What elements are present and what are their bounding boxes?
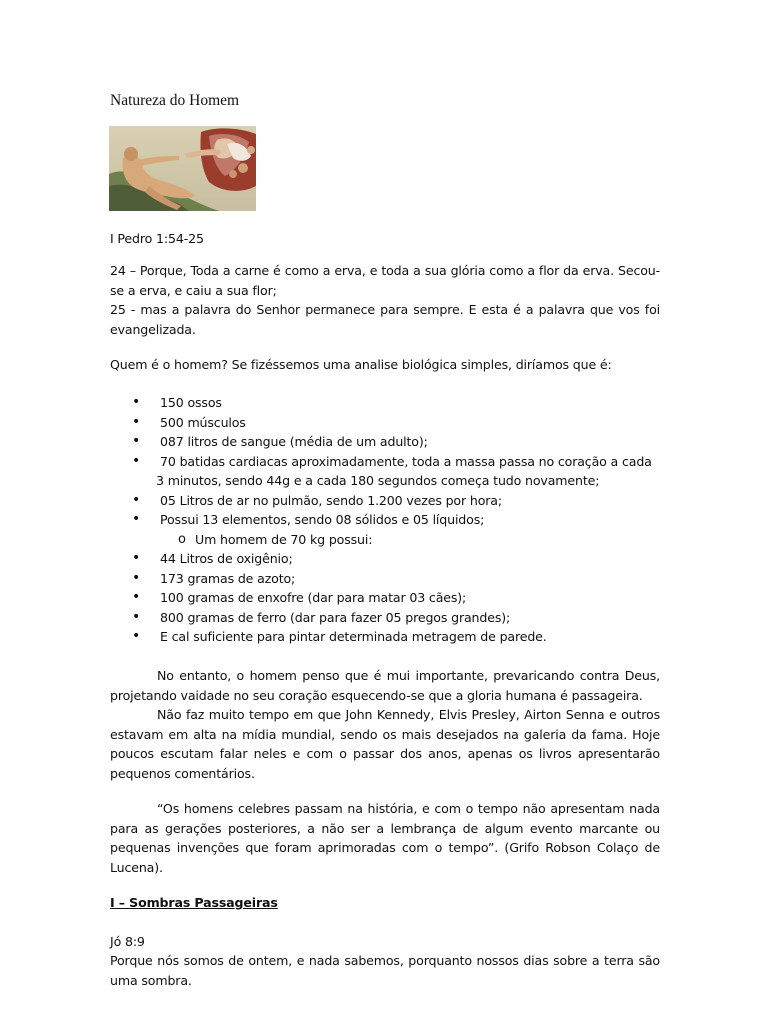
bullet-icon: • bbox=[132, 589, 141, 605]
list-item: • 500 músculos bbox=[110, 413, 662, 433]
bible-reference: I Pedro 1:54-25 bbox=[110, 231, 204, 246]
bullet-icon: • bbox=[132, 628, 141, 644]
list-item: • E cal suficiente para pintar determinada metragem de parede. bbox=[110, 627, 662, 647]
list-item: • 150 ossos bbox=[110, 393, 662, 413]
paragraph-vanity: No entanto, o homem penso que é mui importante, prevaricando contra Deus, projetando vaidade no seu coração esquecendo-se que a gloria humana é passageira. bbox=[110, 668, 660, 703]
bullet-icon: • bbox=[132, 413, 141, 430]
bullet-icon: • bbox=[132, 491, 141, 508]
bullet-icon: • bbox=[132, 394, 141, 410]
question-text: Quem é o homem? Se fizéssemos uma analise biológica simples, diríamos que é: bbox=[110, 357, 612, 372]
list-item: • 44 Litros de oxigênio; bbox=[110, 549, 662, 569]
section-text: Porque nós somos de ontem, e nada sabemos, porquanto nossos dias sobre a terra são uma sombra. bbox=[110, 953, 660, 988]
bullet-icon: • bbox=[132, 608, 141, 625]
verse-24: 24 – Porque, Toda a carne é como a erva, e toda a sua glória como a flor da erva. Secou-se a erva, e caiu a sua flor; bbox=[110, 263, 660, 298]
creation-of-adam-image bbox=[109, 126, 256, 211]
bullet-icon: • bbox=[132, 433, 141, 449]
list-item: o Um homem de 70 kg possui: bbox=[110, 530, 662, 550]
list-item: • 100 gramas de enxofre (dar para matar 03 cães); bbox=[110, 588, 662, 608]
document-title: Natureza do Homem bbox=[110, 92, 240, 109]
list-item: • Possui 13 elementos, sendo 08 sólidos e 05 líquidos; bbox=[110, 510, 662, 530]
section-reference: Jó 8:9 bbox=[110, 934, 145, 949]
list-item: • 087 litros de sangue (média de um adulto); bbox=[110, 432, 662, 452]
list-item: • 173 gramas de azoto; bbox=[110, 569, 662, 589]
circle-bullet-icon: o bbox=[178, 531, 186, 547]
list-item: • 05 Litros de ar no pulmão, sendo 1.200 vezes por hora; bbox=[110, 491, 662, 511]
list-item: • 800 gramas de ferro (dar para fazer 05 pregos grandes); bbox=[110, 608, 662, 628]
list-item: • 70 batidas cardiacas aproximadamente, toda a massa passa no coração a cada 3 minutos, sendo 44g e a cada 180 segundos começa tudo novamente; bbox=[132, 452, 652, 488]
paragraph-fame: Não faz muito tempo em que John Kennedy, Elvis Presley, Airton Senna e outros estavam em alta na mídia mundial, sendo os mais desejados na galeria da fama. Hoje poucos escutam falar neles e com o passar dos anos, apenas os livros apresentarão pequenos comentários. bbox=[110, 707, 660, 781]
bullet-icon: • bbox=[132, 550, 141, 566]
biology-list bbox=[110, 393, 662, 647]
section-title: I – Sombras Passageiras bbox=[110, 895, 278, 910]
bullet-icon: • bbox=[132, 452, 141, 469]
bullet-icon: • bbox=[132, 511, 141, 527]
bullet-icon: • bbox=[132, 569, 141, 586]
quote-paragraph: “Os homens celebres passam na história, e com o tempo não apresentam nada para as gerações posteriores, a não ser a lembrança de algum evento marcante ou pequenas invenções que foram aprimoradas com o tempo”. (Grifo Robson Colaço de Lucena). bbox=[110, 801, 660, 875]
verse-25: 25 - mas a palavra do Senhor permanece para sempre. E esta é a palavra que vos foi evangelizada. bbox=[110, 302, 660, 337]
